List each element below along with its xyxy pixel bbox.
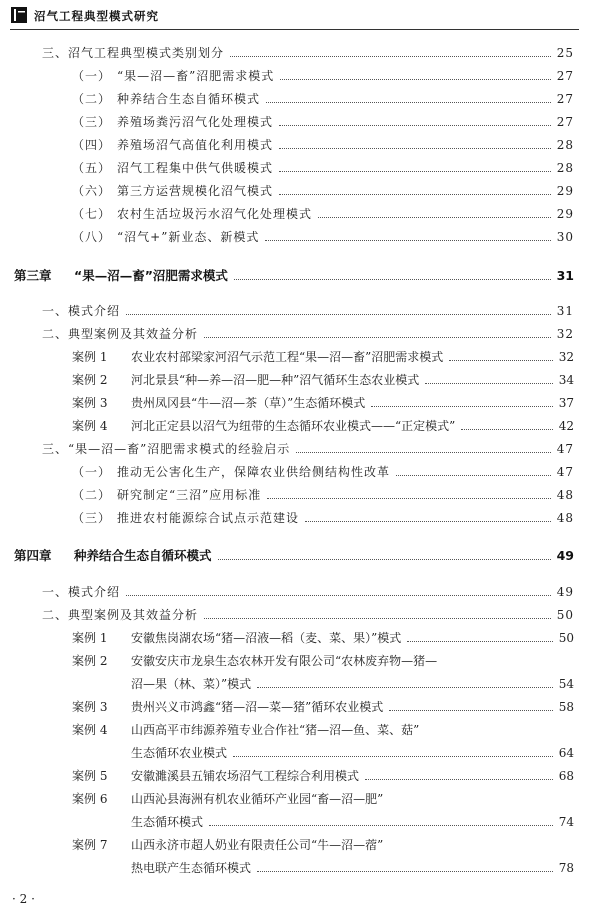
entry-title-continued: 生态循环农业模式 bbox=[131, 746, 228, 760]
entry-title: 种养结合生态自循环模式 bbox=[117, 92, 261, 106]
dot-leader bbox=[389, 710, 552, 711]
entry-number: （四） bbox=[72, 138, 112, 152]
entry-title: 河北景县“种—养—沼—肥—种”沼气循环生态农业模式 bbox=[131, 373, 420, 387]
page-number: 25 bbox=[556, 46, 574, 60]
case-label: 案例 1 bbox=[72, 631, 108, 645]
toc-entry-subsection[interactable] bbox=[72, 182, 574, 200]
dot-leader bbox=[396, 475, 551, 476]
dot-leader bbox=[257, 687, 553, 688]
book-icon bbox=[10, 6, 28, 24]
toc-entry-subsection[interactable] bbox=[72, 67, 574, 85]
toc-entry-subsection[interactable] bbox=[72, 159, 574, 177]
page-number: 31 bbox=[556, 304, 574, 318]
entry-title: 安徽安庆市龙泉生态农林开发有限公司“农林废弃物—猪— bbox=[131, 654, 438, 668]
dot-leader bbox=[279, 171, 551, 172]
entry-title-continued: 热电联产生态循环模式 bbox=[131, 861, 252, 875]
toc-entry-case[interactable] bbox=[72, 767, 574, 785]
case-label: 案例 4 bbox=[72, 723, 108, 737]
dot-leader bbox=[279, 148, 551, 149]
dot-leader bbox=[296, 452, 550, 453]
dot-leader bbox=[204, 337, 551, 338]
header-title: 沼气工程典型模式研究 bbox=[34, 9, 159, 23]
page-number: 49 bbox=[556, 548, 574, 563]
toc-entry-case-continued[interactable] bbox=[131, 813, 574, 831]
toc-entry-case-continued[interactable] bbox=[131, 744, 574, 762]
page-number: 47 bbox=[556, 442, 574, 456]
dot-leader bbox=[449, 360, 552, 361]
page-number: 32 bbox=[556, 327, 574, 341]
entry-title: 二、典型案例及其效益分析 bbox=[42, 608, 199, 622]
running-header bbox=[0, 0, 589, 32]
page-number: 58 bbox=[558, 700, 574, 714]
entry-title: 推进农村能源综合试点示范建设 bbox=[117, 511, 300, 525]
page-number: 29 bbox=[556, 184, 574, 198]
toc-entry-subsection[interactable] bbox=[72, 228, 574, 246]
toc-entry-case-continued[interactable] bbox=[131, 859, 574, 877]
entry-title: 一、模式介绍 bbox=[42, 585, 121, 599]
page-number: 27 bbox=[556, 69, 574, 83]
chapter-title: “果—沼—畜”沼肥需求模式 bbox=[74, 268, 228, 283]
dot-leader bbox=[425, 383, 552, 384]
dot-leader bbox=[365, 779, 553, 780]
case-label: 案例 1 bbox=[72, 350, 108, 364]
entry-title: 农村生活垃圾污水沼气化处理模式 bbox=[117, 207, 313, 221]
dot-leader bbox=[204, 618, 551, 619]
dot-leader bbox=[230, 56, 551, 57]
dot-leader bbox=[126, 314, 551, 315]
header-rule bbox=[10, 29, 579, 30]
page-number: 30 bbox=[556, 230, 574, 244]
chapter-number: 第四章 bbox=[14, 548, 52, 563]
page-number: 32 bbox=[558, 350, 574, 364]
page-number: 74 bbox=[558, 815, 574, 829]
toc-entry-subsection[interactable] bbox=[72, 136, 574, 154]
toc-entry-case[interactable] bbox=[72, 836, 574, 854]
page-number: 64 bbox=[558, 746, 574, 760]
dot-leader bbox=[305, 521, 551, 522]
page-number: 78 bbox=[558, 861, 574, 875]
toc-entry-section[interactable] bbox=[42, 583, 574, 601]
toc-entry-case[interactable] bbox=[72, 721, 574, 739]
case-label: 案例 3 bbox=[72, 396, 108, 410]
dot-leader bbox=[265, 240, 550, 241]
dot-leader bbox=[371, 406, 552, 407]
toc-entry-chapter-4[interactable] bbox=[14, 547, 574, 565]
page-number: 48 bbox=[556, 511, 574, 525]
toc-entry-case[interactable] bbox=[72, 629, 574, 647]
entry-number: （三） bbox=[72, 115, 112, 129]
case-label: 案例 4 bbox=[72, 419, 108, 433]
entry-title: 贵州凤冈县“牛—沼—茶（草）”生态循环模式 bbox=[131, 396, 366, 410]
chapter-title: 种养结合生态自循环模式 bbox=[74, 548, 212, 563]
dot-leader bbox=[318, 217, 551, 218]
dot-leader bbox=[233, 756, 553, 757]
case-label: 案例 5 bbox=[72, 769, 108, 783]
entry-title-continued: 沼—果（林、菜）”模式 bbox=[131, 677, 252, 691]
entry-number: （三） bbox=[72, 511, 112, 525]
entry-title: 一、模式介绍 bbox=[42, 304, 121, 318]
entry-title: 养殖场粪污沼气化处理模式 bbox=[117, 115, 274, 129]
dot-leader bbox=[234, 279, 551, 280]
entry-number: （一） bbox=[72, 69, 112, 83]
entry-title: “果—沼—畜”沼肥需求模式 bbox=[117, 69, 275, 83]
dot-leader bbox=[257, 871, 553, 872]
toc-entry-subsection[interactable] bbox=[72, 90, 574, 108]
page-number: 50 bbox=[556, 608, 574, 622]
toc-entry-section[interactable] bbox=[42, 440, 574, 458]
toc-entry-section[interactable] bbox=[42, 302, 574, 320]
dot-leader bbox=[407, 641, 552, 642]
toc-entry-case[interactable] bbox=[72, 698, 574, 716]
entry-title: 贵州兴义市鸿鑫“猪—沼—菜—猪”循环农业模式 bbox=[131, 700, 384, 714]
page-number: 34 bbox=[558, 373, 574, 387]
entry-title: 二、典型案例及其效益分析 bbox=[42, 327, 199, 341]
page-number: 27 bbox=[556, 92, 574, 106]
page-number: 54 bbox=[558, 677, 574, 691]
entry-title: 山西永济市超人奶业有限责任公司“牛—沼—蓿” bbox=[131, 838, 384, 852]
page-number: 49 bbox=[556, 585, 574, 599]
entry-number: （二） bbox=[72, 92, 112, 106]
toc-entry-subsection[interactable] bbox=[72, 486, 574, 504]
page-number: 31 bbox=[556, 268, 574, 283]
entry-title: 研究制定“三沼”应用标准 bbox=[117, 488, 262, 502]
entry-number: （一） bbox=[72, 465, 112, 479]
dot-leader bbox=[267, 498, 550, 499]
dot-leader bbox=[279, 125, 551, 126]
dot-leader bbox=[126, 595, 551, 596]
entry-title: 山西沁县海洲有机农业循环产业园“畜—沼—肥” bbox=[131, 792, 384, 806]
entry-title: 山西高平市纬源养殖专业合作社“猪—沼—鱼、菜、菇” bbox=[131, 723, 420, 737]
case-label: 案例 2 bbox=[72, 654, 108, 668]
toc-entry-subsection[interactable] bbox=[72, 463, 574, 481]
toc-entry-section[interactable] bbox=[42, 606, 574, 624]
page-number: 28 bbox=[556, 161, 574, 175]
toc-entry-section[interactable] bbox=[42, 44, 574, 62]
entry-title: 河北正定县以沼气为纽带的生态循环农业模式——“正定模式” bbox=[131, 419, 456, 433]
toc-entry-subsection[interactable] bbox=[72, 509, 574, 527]
entry-title: 安徽焦岗湖农场“猪—沼液—稻（麦、菜、果）”模式 bbox=[131, 631, 402, 645]
entry-number: （五） bbox=[72, 161, 112, 175]
case-label: 案例 3 bbox=[72, 700, 108, 714]
entry-title: 第三方运营规模化沼气模式 bbox=[117, 184, 274, 198]
entry-title: 农业农村部梁家河沼气示范工程“果—沼—畜”沼肥需求模式 bbox=[131, 350, 444, 364]
chapter-number: 第三章 bbox=[14, 268, 52, 283]
entry-title: 三、“果—沼—畜”沼肥需求模式的经验启示 bbox=[42, 442, 291, 456]
dot-leader bbox=[461, 429, 552, 430]
case-label: 案例 6 bbox=[72, 792, 108, 806]
dot-leader bbox=[218, 559, 551, 560]
page-footer-number: · 2 · bbox=[12, 892, 35, 906]
page-number: 29 bbox=[556, 207, 574, 221]
dot-leader bbox=[209, 825, 553, 826]
toc-entry-case[interactable] bbox=[72, 790, 574, 808]
toc-entry-case[interactable] bbox=[72, 394, 574, 412]
page-number: 48 bbox=[556, 488, 574, 502]
toc-entry-subsection[interactable] bbox=[72, 205, 574, 223]
toc-entry-chapter-3[interactable] bbox=[14, 267, 574, 285]
entry-title: 养殖场沼气高值化利用模式 bbox=[117, 138, 274, 152]
toc-entry-case[interactable] bbox=[72, 417, 574, 435]
case-label: 案例 2 bbox=[72, 373, 108, 387]
page-number: 68 bbox=[558, 769, 574, 783]
entry-title: 推动无公害化生产，保障农业供给侧结构性改革 bbox=[117, 465, 391, 479]
case-label: 案例 7 bbox=[72, 838, 108, 852]
dot-leader bbox=[280, 79, 550, 80]
page-number: 50 bbox=[558, 631, 574, 645]
entry-title: 安徽濉溪县五铺农场沼气工程综合利用模式 bbox=[131, 769, 360, 783]
entry-number: （七） bbox=[72, 207, 112, 221]
page-number: 47 bbox=[556, 465, 574, 479]
entry-title: 沼气工程集中供气供暖模式 bbox=[117, 161, 274, 175]
page-number: 37 bbox=[558, 396, 574, 410]
dot-leader bbox=[279, 194, 551, 195]
toc-entry-section[interactable] bbox=[42, 325, 574, 343]
entry-title: 三、沼气工程典型模式类别划分 bbox=[42, 46, 225, 60]
entry-number: （八） bbox=[72, 230, 112, 244]
toc-entry-case[interactable] bbox=[72, 348, 574, 366]
entry-number: （六） bbox=[72, 184, 112, 198]
toc-entry-case[interactable] bbox=[72, 652, 574, 670]
entry-title-continued: 生态循环模式 bbox=[131, 815, 204, 829]
page-number: 27 bbox=[556, 115, 574, 129]
entry-number: （二） bbox=[72, 488, 112, 502]
entry-title: “沼气+”新业态、新模式 bbox=[117, 230, 260, 244]
page-number: 28 bbox=[556, 138, 574, 152]
toc-entry-case-continued[interactable] bbox=[131, 675, 574, 693]
toc-entry-subsection[interactable] bbox=[72, 113, 574, 131]
page-number: 42 bbox=[558, 419, 574, 433]
toc-entry-case[interactable] bbox=[72, 371, 574, 389]
dot-leader bbox=[266, 102, 551, 103]
